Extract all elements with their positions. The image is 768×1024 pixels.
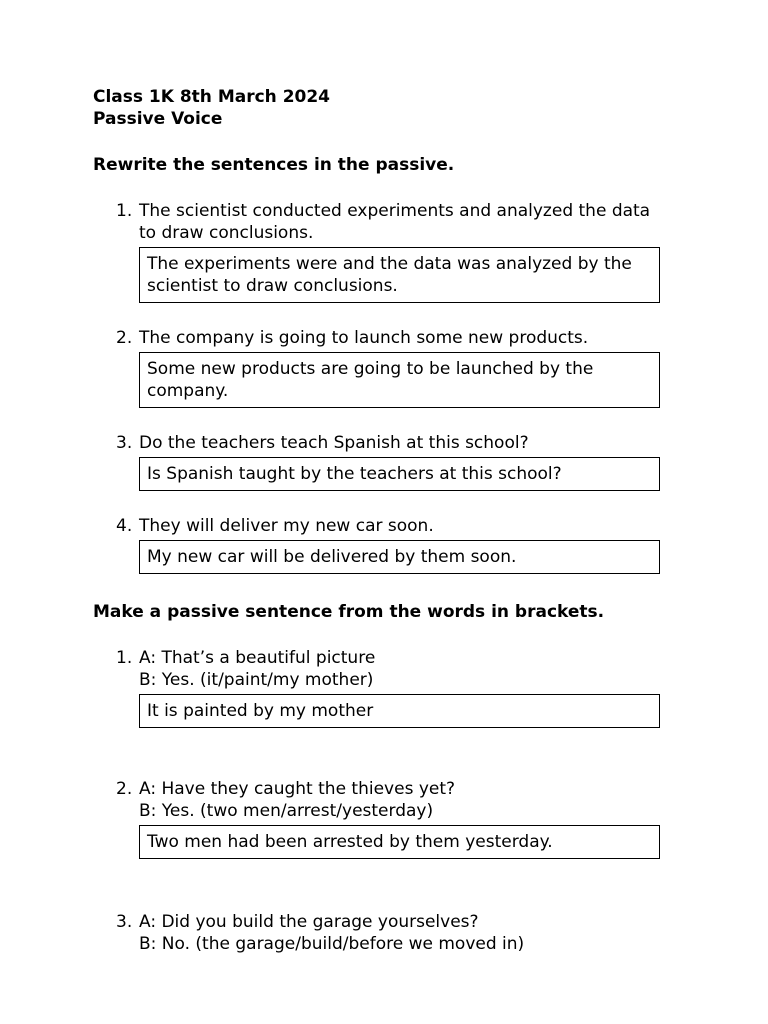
list-item [93,778,693,859]
list-item [93,432,693,491]
item-prompt: The company is going to launch some new products. [139,328,589,348]
list-item [93,515,693,574]
item-number: 4. [116,516,133,536]
line-b: B: Yes. (two men/arrest/yesterday) [139,801,434,821]
line-a: A: Have they caught the thieves yet? [139,779,456,799]
answer-box[interactable]: My new car will be delivered by them soon. [139,540,660,574]
list-item [93,647,693,728]
line-a: A: That’s a beautiful picture [139,648,376,668]
line-b: B: Yes. (it/paint/my mother) [139,670,374,690]
topic-title: Passive Voice [93,109,223,129]
item-prompt: The scientist conducted experiments and analyzed the data to draw conclusions. [139,201,651,243]
item-prompt: They will deliver my new car soon. [139,516,434,536]
worksheet [93,86,693,955]
class-date-line: Class 1K 8th March 2024 [93,87,331,107]
item-number: 1. [116,201,133,221]
item-number: 1. [116,648,133,668]
section1-list [93,200,693,574]
answer-box[interactable]: Is Spanish taught by the teachers at this school? [139,457,660,491]
answer-box[interactable]: The experiments were and the data was analyzed by the scientist to draw conclusions. [139,247,660,303]
line-b: B: No. (the garage/build/before we moved in) [139,934,525,954]
item-number: 3. [116,433,133,453]
list-item [93,911,693,955]
answer-box[interactable]: It is painted by my mother [139,694,660,728]
section2-title: Make a passive sentence from the words in brackets. [93,602,605,622]
answer-box[interactable]: Some new products are going to be launched by the company. [139,352,660,408]
item-prompt: Do the teachers teach Spanish at this school? [139,433,529,453]
item-number: 3. [116,912,133,932]
line-a: A: Did you build the garage yourselves? [139,912,479,932]
list-item [93,327,693,408]
item-number: 2. [116,328,133,348]
section2-list [93,647,693,955]
item-number: 2. [116,779,133,799]
answer-box[interactable]: Two men had been arrested by them yesterday. [139,825,660,859]
section1-title: Rewrite the sentences in the passive. [93,155,455,175]
list-item [93,200,693,303]
